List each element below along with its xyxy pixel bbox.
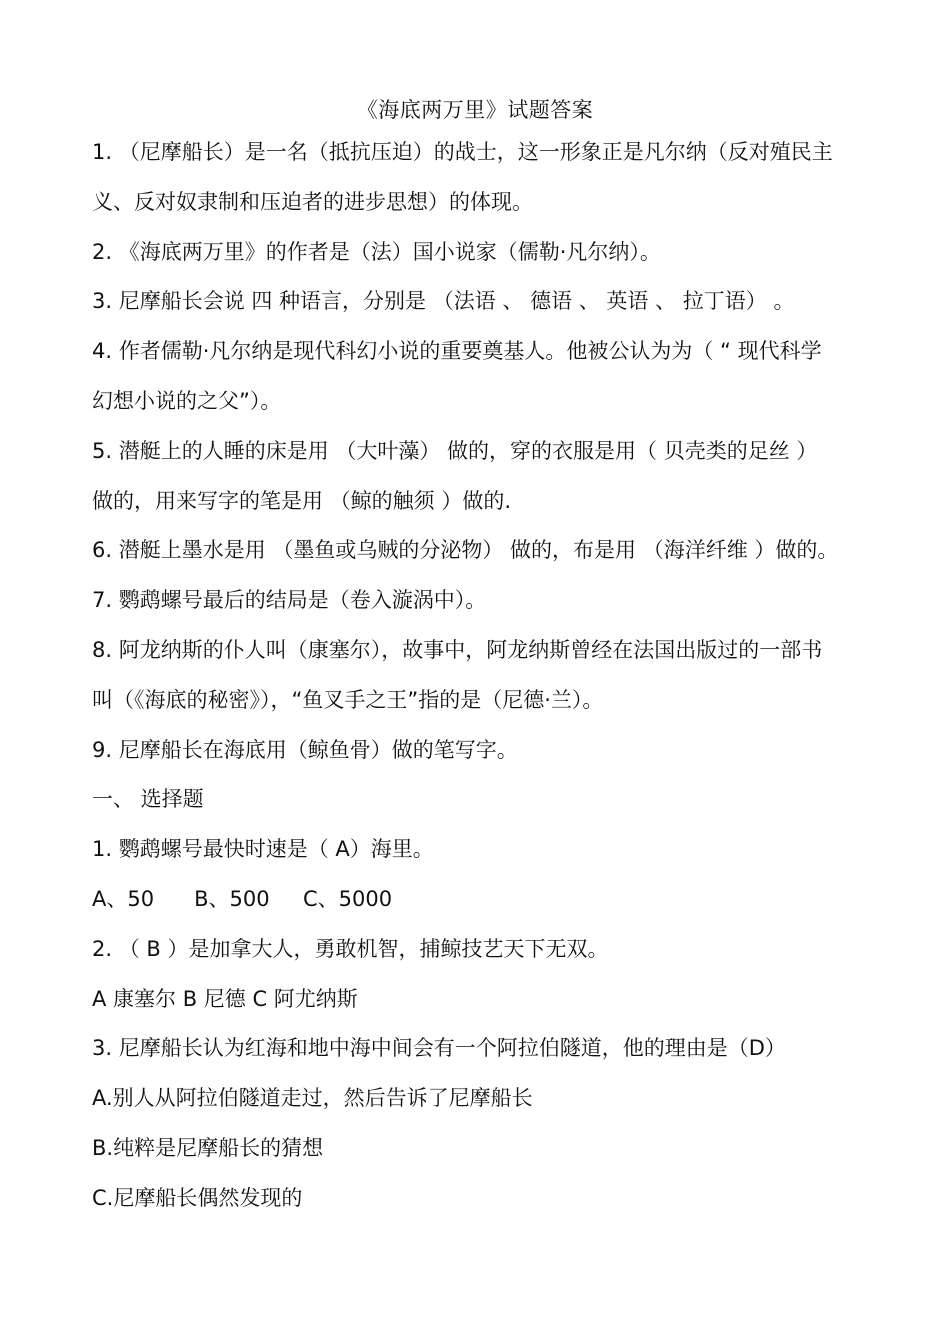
text-line: 5. 潜艇上的人睡的床是用 （大叶藻） 做的，穿的衣服是用（ 贝壳类的足丝 ） xyxy=(92,438,818,463)
option-line: B.纯粹是尼摩船长的猜想 xyxy=(92,1135,324,1160)
text-line: 做的，用来写字的笔是用 （鲸的触须 ）做的. xyxy=(92,488,512,513)
text-line: 2. 《海底两万里》的作者是（法）国小说家（儒勒·凡尔纳）。 xyxy=(92,239,661,264)
option-line: C.尼摩船长偶然发现的 xyxy=(92,1185,303,1210)
text-line: 9. 尼摩船长在海底用（鲸鱼骨）做的笔写字。 xyxy=(92,737,518,762)
options-line: A、50 B、500 C、5000 xyxy=(92,886,393,911)
document-body xyxy=(92,130,892,1226)
text-line: 6. 潜艇上墨水是用 （墨鱼或乌贼的分泌物） 做的，布是用 （海洋纤维 ）做的。 xyxy=(92,538,839,563)
text-line: 幻想小说的之父”）。 xyxy=(92,388,282,413)
question-line: 2. （ B ）是加拿大人，勇敢机智，捕鲸技艺天下无双。 xyxy=(92,936,609,961)
text-line: 叫（《海底的秘密》），“鱼叉手之王”指的是（尼德·兰）。 xyxy=(92,687,604,712)
text-line: 4. 作者儒勒·凡尔纳是现代科幻小说的重要奠基人。他被公认为为（ “ 现代科学 xyxy=(92,339,822,364)
document-title: 《海底两万里》试题答案 xyxy=(356,98,594,122)
options-line: A 康塞尔 B 尼德 C 阿尤纳斯 xyxy=(92,986,358,1011)
option-line: A.别人从阿拉伯隧道走过，然后告诉了尼摩船长 xyxy=(92,1086,533,1111)
text-line: 1. （尼摩船长）是一名（抵抗压迫）的战士，这一形象正是凡尔纳（反对殖民主 xyxy=(92,140,833,164)
text-line: 义、反对奴隶制和压迫者的进步思想）的体现。 xyxy=(92,189,533,214)
text-line: 8. 阿龙纳斯的仆人叫（康塞尔），故事中，阿龙纳斯曾经在法国出版过的一部书 xyxy=(92,637,823,662)
question-line: 3. 尼摩船长认为红海和地中海中间会有一个阿拉伯隧道，他的理由是（D） xyxy=(92,1036,786,1061)
text-line: 7. 鹦鹉螺号最后的结局是（卷入漩涡中）。 xyxy=(92,588,487,613)
question-line: 1. 鹦鹉螺号最快时速是（ A）海里。 xyxy=(92,837,434,862)
section-heading: 一、 选择题 xyxy=(92,787,204,812)
text-line: 3. 尼摩船长会说 四 种语言，分别是 （法语 、 德语 、 英语 、 拉丁语） 。 xyxy=(92,289,795,314)
